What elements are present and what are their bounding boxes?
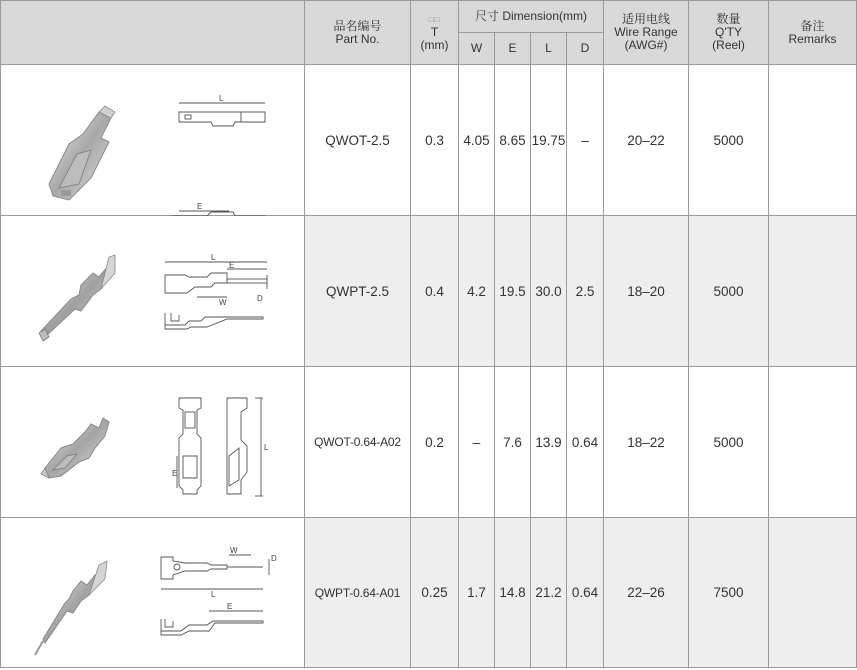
thickness-cell: 0.3 <box>411 65 459 216</box>
dim-d-cell: 2.5 <box>567 216 604 367</box>
dim-w-header: W <box>459 33 495 65</box>
remarks-header-cn: 备注 <box>800 18 825 33</box>
remarks-cell <box>769 518 857 668</box>
part-no-cell: QWOT-2.5 <box>305 65 411 216</box>
product-image-cell <box>1 518 305 668</box>
product-image-cell <box>1 367 305 518</box>
image-header <box>1 1 305 65</box>
remarks-header-en: Remarks <box>788 31 837 46</box>
wire-range-cell: 20–22 <box>604 65 689 216</box>
dim-w-cell: – <box>459 367 495 518</box>
dim-w-cell: 4.05 <box>459 65 495 216</box>
dim-label-w: W <box>230 546 238 555</box>
wire-range-cell: 18–20 <box>604 216 689 367</box>
product-image-cell <box>1 216 305 367</box>
pin-drawing-icon <box>165 262 267 329</box>
female-terminal-icon <box>1 368 303 516</box>
part-no-header <box>305 1 411 65</box>
dim-label-e: E <box>172 469 178 478</box>
dim-e-header: E <box>495 33 531 65</box>
qty-header <box>689 1 769 65</box>
dim-e-cell: 19.5 <box>495 216 531 367</box>
qty-cell: 5000 <box>689 65 769 216</box>
female-terminal-icon <box>1 66 303 214</box>
table-row <box>1 216 857 367</box>
male-pin-terminal-icon <box>1 519 303 666</box>
dim-e-cell: 8.65 <box>495 65 531 216</box>
dim-label-d: D <box>271 554 277 563</box>
part-no-cell: QWOT-0.64-A02 <box>305 367 411 518</box>
table-row <box>1 367 857 518</box>
qty-header-en: Q'TY <box>715 25 742 39</box>
dim-w-cell: 4.2 <box>459 216 495 367</box>
part-no-header-cn: 品名编号 <box>333 18 382 33</box>
qty-header-unit: (Reel) <box>712 38 745 52</box>
dim-e-cell: 7.6 <box>495 367 531 518</box>
dim-w-cell: 1.7 <box>459 518 495 668</box>
remarks-cell <box>769 367 857 518</box>
thickness-header <box>411 1 459 65</box>
dim-d-header: D <box>567 33 604 65</box>
part-no-cell: QWPT-0.64-A01 <box>305 518 411 668</box>
thickness-cell: 0.25 <box>411 518 459 668</box>
qty-header-cn: 数量 <box>716 12 741 26</box>
terminal-vertical-drawing-icon <box>177 398 263 496</box>
table-row <box>1 518 857 668</box>
wire-range-header-cn: 适用电线 <box>622 12 671 26</box>
dim-d-cell: – <box>567 65 604 216</box>
dim-l-cell: 13.9 <box>531 367 567 518</box>
dim-l-cell: 21.2 <box>531 518 567 668</box>
thickness-cell: 0.2 <box>411 367 459 518</box>
dim-l-cell: 19.75 <box>531 65 567 216</box>
dim-label-e: E <box>227 602 233 611</box>
dim-label-l: L <box>219 94 224 103</box>
remarks-cell <box>769 65 857 216</box>
dim-label-d: D <box>257 294 263 303</box>
thickness-unit: (mm) <box>420 38 449 52</box>
thickness-label: T <box>430 25 439 39</box>
wire-range-header <box>604 1 689 65</box>
qty-cell: 7500 <box>689 518 769 668</box>
part-no-cell: QWPT-2.5 <box>305 216 411 367</box>
qty-cell: 5000 <box>689 216 769 367</box>
male-pin-terminal-icon <box>1 217 303 365</box>
dim-l-header: L <box>531 33 567 65</box>
wire-range-header-en: Wire Range <box>614 25 678 39</box>
dim-label-e: E <box>197 202 203 211</box>
thickness-symbol: □□ <box>428 15 441 24</box>
dim-label-l: L <box>211 253 216 262</box>
wire-range-cell: 18–22 <box>604 367 689 518</box>
wire-range-header-unit: (AWG#) <box>624 38 668 52</box>
remarks-header <box>769 1 857 65</box>
table-row <box>1 65 857 216</box>
dim-label-e: E <box>229 261 235 270</box>
dimension-header: 尺寸 Dimension(mm) <box>459 1 604 33</box>
dim-label-w: W <box>219 298 227 307</box>
dim-label-l: L <box>264 443 269 452</box>
dim-label-l: L <box>211 590 216 599</box>
dim-d-cell: 0.64 <box>567 518 604 668</box>
qty-cell: 5000 <box>689 367 769 518</box>
part-no-header-en: Part No. <box>335 31 380 46</box>
remarks-cell <box>769 216 857 367</box>
dim-l-cell: 30.0 <box>531 216 567 367</box>
dim-d-cell: 0.64 <box>567 367 604 518</box>
dim-e-cell: 14.8 <box>495 518 531 668</box>
wire-range-cell: 22–26 <box>604 518 689 668</box>
thickness-cell: 0.4 <box>411 216 459 367</box>
product-image-cell <box>1 65 305 216</box>
